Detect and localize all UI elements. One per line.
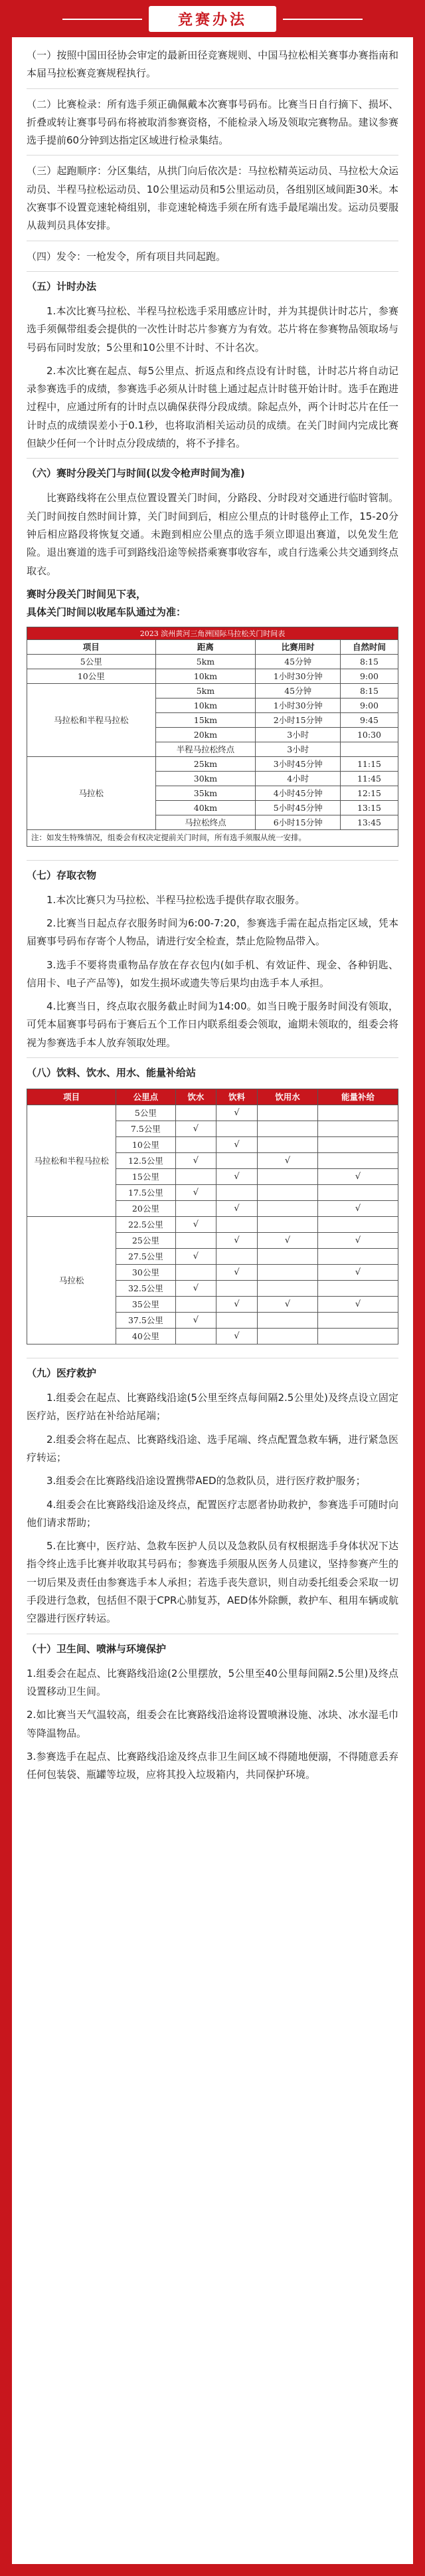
- supply-check-cell: [318, 1281, 398, 1297]
- cutoff-table: [27, 627, 398, 846]
- medical-paragraph-1: 1.组委会在起点、比赛路线沿途(5公里至终点每间隔2.5公里处)及终点设立固定医疗站，医疗站在补给站尾端；: [27, 1392, 398, 1422]
- supply-check-cell: [175, 1297, 216, 1313]
- baggage-paragraph-4: 4.比赛当日，终点取衣服务截止时间为14:00。如当日晚于服务时间没有领取，可凭本届赛事号码布于赛后五个工作日内联系组委会领取，逾期未领取的，组委会将视为参赛选手本人放弃领取处理。: [27, 1000, 398, 1049]
- supply-km-point: 7.5公里: [116, 1121, 175, 1137]
- supply-km-point: 35公里: [116, 1297, 175, 1313]
- supply-km-point: 15公里: [116, 1169, 175, 1185]
- cutoff-duration: 3小时: [256, 742, 341, 757]
- cutoff-table-note: 注：如发生特殊情况，组委会有权决定提前关门时间，所有选手须服从统一安排。: [27, 830, 398, 846]
- baggage-paragraph-3: 3.选手不要将贵重物品存放在存衣包内(如手机、有效证件、现金、各种钥匙、信用卡、电子产品等)，如发生损坏或遗失等后果均由选手本人承担。: [27, 958, 398, 989]
- table-row: [27, 757, 398, 772]
- section-baggage-title: （七）存取衣物: [27, 869, 97, 881]
- supply-check-cell: [257, 1217, 317, 1233]
- supply-check-cell: [257, 1281, 317, 1297]
- cutoff-duration: 1小时30分钟: [256, 698, 341, 713]
- supply-km-point: 30公里: [116, 1265, 175, 1281]
- medical-paragraph-5: 5.在比赛中，医疗站、急救车医护人员以及急救队员有权根据选手身体状况下达指令终止选手比赛并收取其号码布；参赛选手须服从医务人员建议，坚持参赛产生的一切后果及责任由参赛选手本人承担；若选手丧失意识，则自动委托组委会采取一切手段进行急救，包括但不限于CPR心肺复苏，AED体外除颤，救护车、租用车辆或航空器进行医疗转运。: [27, 1540, 398, 1625]
- supply-check-cell: √: [216, 1105, 258, 1121]
- supply-km-point: 17.5公里: [116, 1185, 175, 1201]
- supply-check-cell: √: [318, 1297, 398, 1313]
- supply-check-cell: [175, 1233, 216, 1249]
- supply-header: 饮用水: [257, 1089, 317, 1105]
- supply-km-point: 22.5公里: [116, 1217, 175, 1233]
- cutoff-clock: [340, 742, 398, 757]
- supply-check-cell: √: [175, 1249, 216, 1265]
- supply-check-cell: [318, 1153, 398, 1169]
- table-row: [27, 669, 398, 684]
- cutoff-clock: 11:15: [340, 757, 398, 772]
- section-timing-title: （五）计时办法: [27, 280, 97, 292]
- sanitation-paragraph-1: 1.组委会在起点、比赛路线沿途(2公里摆放，5公里至40公里每间隔2.5公里)及终点设置移动卫生间。: [27, 1667, 398, 1697]
- supply-check-cell: √: [216, 1137, 258, 1153]
- cutoff-clock: 9:00: [340, 698, 398, 713]
- table-row: [27, 684, 398, 698]
- medical-paragraph-2: 2.组委会将在起点、比赛路线沿途、选手尾端、终点配置急救车辆，进行紧急医疗转运；: [27, 1433, 398, 1463]
- supply-check-cell: [175, 1201, 216, 1217]
- page-title: 竞赛办法: [149, 6, 276, 32]
- table-row: [27, 1217, 398, 1233]
- cutoff-group: 马拉松和半程马拉松: [27, 684, 156, 757]
- cutoff-duration: 45分钟: [256, 655, 341, 669]
- supply-check-cell: [257, 1185, 317, 1201]
- supply-header: 公里点: [116, 1089, 175, 1105]
- cutoff-distance: 5km: [155, 655, 256, 669]
- table-row: [27, 655, 398, 669]
- header-banner: [0, 0, 425, 37]
- divider: [27, 458, 398, 459]
- cutoff-clock: 13:15: [340, 801, 398, 815]
- supply-km-point: 37.5公里: [116, 1313, 175, 1329]
- cutoff-table-intro-2: 具体关门时间以收尾车队通过为准：: [27, 606, 187, 619]
- supply-check-cell: [257, 1121, 317, 1137]
- cutoff-header: 项目: [27, 640, 156, 655]
- supply-header: 项目: [27, 1089, 116, 1105]
- supply-check-cell: √: [318, 1169, 398, 1185]
- section-rules: （一）按照中国田径协会审定的最新田径竞赛规则、中国马拉松相关赛事办赛指南和本届马拉松赛竞赛规程执行。: [27, 49, 398, 80]
- cutoff-duration: 3小时45分钟: [256, 757, 341, 772]
- cutoff-distance: 10km: [155, 698, 256, 713]
- supply-check-cell: [175, 1105, 216, 1121]
- supply-group: 马拉松和半程马拉松: [27, 1105, 116, 1217]
- cutoff-duration: 4小时: [256, 772, 341, 786]
- section-cutoff-title: （六）赛时分段关门与时间(以发令枪声时间为准): [27, 467, 245, 480]
- cutoff-clock: 8:15: [340, 655, 398, 669]
- supply-km-point: 10公里: [116, 1137, 175, 1153]
- supply-check-cell: [318, 1185, 398, 1201]
- supply-check-cell: [318, 1121, 398, 1137]
- cutoff-distance: 30km: [155, 772, 256, 786]
- divider: [27, 88, 398, 89]
- cutoff-duration: 4小时45分钟: [256, 786, 341, 801]
- section-sanitation-title: （十）卫生间、喷淋与环境保护: [27, 1642, 167, 1655]
- cutoff-clock: 9:45: [340, 713, 398, 728]
- sanitation-paragraph-2: 2.如比赛当天气温较高，组委会在比赛路线沿途将设置喷淋设施、冰块、冰水湿毛巾等降温物品。: [27, 1709, 398, 1739]
- medical-paragraph-3: 3.组委会在比赛路线沿途设置携带AED的急救队员，进行医疗救护服务；: [46, 1475, 366, 1487]
- cutoff-duration: 5小时45分钟: [256, 801, 341, 815]
- supply-check-cell: [175, 1265, 216, 1281]
- supply-check-cell: [257, 1249, 317, 1265]
- cutoff-group: 10公里: [27, 669, 156, 684]
- supply-check-cell: [257, 1329, 317, 1344]
- divider: [27, 271, 398, 272]
- cutoff-clock: 11:45: [340, 772, 398, 786]
- section-start-signal: （四）发令：一枪发令，所有项目共同起跑。: [27, 250, 226, 263]
- supply-header: 能量补给: [318, 1089, 398, 1105]
- supply-check-cell: √: [216, 1233, 258, 1249]
- content-panel: [12, 37, 413, 2564]
- supply-km-point: 25公里: [116, 1233, 175, 1249]
- cutoff-paragraph: 比赛路线将在公里点位置设置关门时间，分路段、分时段对交通进行临时管制。关门时间按自然时间计算，关门时间到后，相应公里点的计时毯停止工作，15-20分钟后相应路段将恢复交通。未跑到相应公里点的选手须立即退出赛道，以免发生危险。退出赛道的选手可到路线沿途等候搭乘赛事收容车，或自行选乘公共交通到终点取衣。: [27, 492, 398, 577]
- supply-check-cell: √: [257, 1297, 317, 1313]
- supply-check-cell: √: [216, 1201, 258, 1217]
- divider: [27, 155, 398, 156]
- cutoff-distance: 20km: [155, 728, 256, 742]
- supply-check-cell: [318, 1105, 398, 1121]
- cutoff-header: 自然时间: [340, 640, 398, 655]
- supply-check-cell: [257, 1105, 317, 1121]
- supply-check-cell: [216, 1185, 258, 1201]
- supply-check-cell: √: [216, 1265, 258, 1281]
- supply-check-cell: [216, 1217, 258, 1233]
- cutoff-duration: 2小时15分钟: [256, 713, 341, 728]
- supply-check-cell: [318, 1217, 398, 1233]
- supply-header: 饮料: [216, 1089, 258, 1105]
- timing-paragraph-1: 1.本次比赛马拉松、半程马拉松选手采用感应计时，并为其提供计时芯片，参赛选手须佩带组委会提供的一次性计时芯片参赛方为有效。芯片将在参赛物品领取场与号码布同时发放；5公里和10公里不计时、不计名次。: [27, 304, 398, 354]
- divider: [27, 1057, 398, 1058]
- medical-paragraph-4: 4.组委会在比赛路线沿途及终点，配置医疗志愿者协助救护，参赛选手可随时向他们请求帮助；: [27, 1498, 398, 1529]
- cutoff-clock: 12:15: [340, 786, 398, 801]
- supply-check-cell: [257, 1265, 317, 1281]
- supply-table: [27, 1089, 398, 1344]
- cutoff-clock: 9:00: [340, 669, 398, 684]
- section-checkin: （二）比赛检录：所有选手须正确佩戴本次赛事号码布。比赛当日自行摘下、损坏、折叠或转让赛事号码布将被取消参赛资格，不能检录入场及领取完赛物品。建议参赛选手提前60分钟到达指定区域进行检录集结。: [27, 98, 398, 147]
- cutoff-header: 距离: [155, 640, 256, 655]
- supply-check-cell: [216, 1281, 258, 1297]
- cutoff-distance: 35km: [155, 786, 256, 801]
- supply-check-cell: √: [318, 1201, 398, 1217]
- cutoff-distance: 40km: [155, 801, 256, 815]
- cutoff-header: 比赛用时: [256, 640, 341, 655]
- cutoff-clock: 13:45: [340, 815, 398, 830]
- cutoff-clock: 10:30: [340, 728, 398, 742]
- section-supply-title: （八）饮料、饮水、用水、能量补给站: [27, 1067, 197, 1079]
- supply-check-cell: [318, 1249, 398, 1265]
- supply-check-cell: [175, 1137, 216, 1153]
- supply-check-cell: [216, 1153, 258, 1169]
- cutoff-distance: 15km: [155, 713, 256, 728]
- cutoff-distance: 半程马拉松终点: [155, 742, 256, 757]
- supply-km-point: 27.5公里: [116, 1249, 175, 1265]
- supply-check-cell: [257, 1313, 317, 1329]
- cutoff-group: 5公里: [27, 655, 156, 669]
- supply-header: 饮水: [175, 1089, 216, 1105]
- supply-check-cell: √: [257, 1233, 317, 1249]
- cutoff-distance: 25km: [155, 757, 256, 772]
- supply-check-cell: √: [318, 1233, 398, 1249]
- supply-check-cell: [257, 1137, 317, 1153]
- supply-check-cell: [175, 1329, 216, 1344]
- baggage-paragraph-1: 1.本次比赛只为马拉松、半程马拉松选手提供存取衣服务。: [46, 893, 305, 906]
- supply-check-cell: √: [257, 1153, 317, 1169]
- timing-paragraph-2: 2.本次比赛在起点、每5公里点、折返点和终点设有计时毯，计时芯片将自动记录参赛选手的成绩，参赛选手必须从计时毯上通过起点计时毯开始计时。选手在跑进过程中，应通过所有的计时点以确保获得分段成绩。除起点外，两个计时芯片在任一计时点的成绩误差小于0.1秒，也将取消相关运动员的成绩。在关门时间内完成比赛但缺少任何一个计时点分段成绩的，将不予排名。: [27, 364, 398, 450]
- cutoff-duration: 45分钟: [256, 684, 341, 698]
- supply-km-point: 12.5公里: [116, 1153, 175, 1169]
- supply-check-cell: [318, 1329, 398, 1344]
- divider: [27, 860, 398, 861]
- supply-check-cell: [318, 1313, 398, 1329]
- baggage-paragraph-2: 2.比赛当日起点存衣服务时间为6:00-7:20，参赛选手需在起点指定区域，凭本届赛事号码布存寄个人物品，请进行安全检查，禁止危险物品带入。: [27, 916, 398, 948]
- supply-check-cell: [216, 1121, 258, 1137]
- supply-check-cell: √: [318, 1265, 398, 1281]
- section-medical-title: （九）医疗救护: [27, 1367, 97, 1380]
- cutoff-distance: 10km: [155, 669, 256, 684]
- supply-check-cell: [216, 1249, 258, 1265]
- cutoff-distance: 5km: [155, 684, 256, 698]
- supply-km-point: 32.5公里: [116, 1281, 175, 1297]
- cutoff-duration: 6小时15分钟: [256, 815, 341, 830]
- supply-check-cell: √: [216, 1329, 258, 1344]
- cutoff-table-caption: 2023 滨州黄河三角洲国际马拉松关门时间表: [27, 627, 398, 640]
- cutoff-duration: 3小时: [256, 728, 341, 742]
- supply-check-cell: [257, 1201, 317, 1217]
- cutoff-duration: 1小时30分钟: [256, 669, 341, 684]
- supply-check-cell: √: [175, 1121, 216, 1137]
- cutoff-clock: 8:15: [340, 684, 398, 698]
- cutoff-table-intro-1: 赛时分段关门时间见下表，: [27, 588, 147, 600]
- section-start-order: （三）起跑顺序：分区集结，从拱门向后依次是：马拉松精英运动员、马拉松大众运动员、半程马拉松运动员、10公里运动员和5公里运动员，各组别区域间距30米。本次赛事不设置竞速轮椅组别，非竞速轮椅选手须在所有选手最尾端出发。运动员要服从裁判员具体安排。: [27, 165, 398, 232]
- supply-check-cell: √: [216, 1297, 258, 1313]
- sanitation-paragraph-3: 3.参赛选手在起点、比赛路线沿途及终点非卫生间区域不得随地便溺，不得随意丢弃任何包装袋、瓶罐等垃圾，应将其投入垃圾箱内，共同保护环境。: [27, 1750, 398, 1781]
- supply-check-cell: [175, 1169, 216, 1185]
- supply-check-cell: [257, 1169, 317, 1185]
- supply-check-cell: √: [175, 1217, 216, 1233]
- supply-check-cell: [318, 1137, 398, 1153]
- supply-check-cell: [216, 1313, 258, 1329]
- cutoff-distance: 马拉松终点: [155, 815, 256, 830]
- supply-km-point: 20公里: [116, 1201, 175, 1217]
- table-row: [27, 1105, 398, 1121]
- supply-check-cell: √: [175, 1281, 216, 1297]
- supply-km-point: 5公里: [116, 1105, 175, 1121]
- supply-check-cell: √: [175, 1185, 216, 1201]
- supply-km-point: 40公里: [116, 1329, 175, 1344]
- supply-check-cell: √: [216, 1169, 258, 1185]
- cutoff-group: 马拉松: [27, 757, 156, 830]
- supply-group: 马拉松: [27, 1217, 116, 1344]
- supply-check-cell: √: [175, 1153, 216, 1169]
- supply-check-cell: √: [175, 1313, 216, 1329]
